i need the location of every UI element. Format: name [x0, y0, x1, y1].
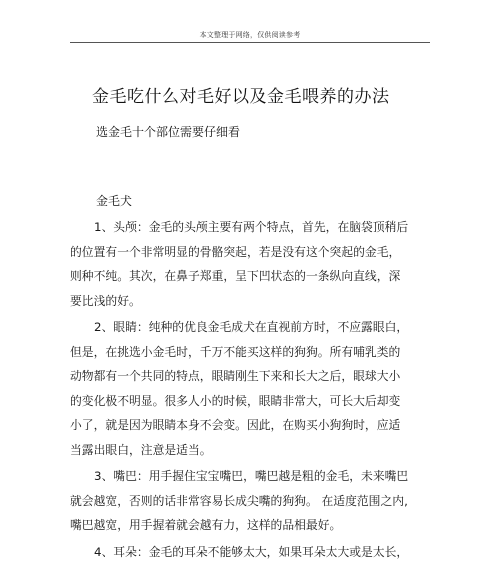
section-heading: 金毛犬: [96, 194, 133, 208]
paragraph-line: 就会越宽，否则的话非常容易长成尖嘴的狗狗。 在适度范围之内,: [70, 493, 408, 508]
document-subtitle: 选金毛十个部位需要仔细看: [96, 125, 241, 139]
paragraph-eyes: [70, 315, 430, 462]
paragraph-line: 当露出眼白，注意是适当。: [70, 442, 212, 457]
paragraph-ears: [70, 540, 430, 565]
paragraph-line: 的位置有一个非常明显的骨骼突起，若是没有这个突起的金毛，: [70, 244, 401, 259]
paragraph-line: 3、嘴巴：用手握住宝宝嘴巴，嘴巴越是粗的金毛，未来嘴巴: [94, 469, 409, 483]
paragraph-line: 动物都有一个共同的特点，眼睛刚生下来和长大之后，眼球大小: [70, 369, 401, 383]
paragraph-mouth: [70, 464, 430, 538]
paragraph-line: 的变化极不明显。很多人小的时候，眼睛非常大，可长大后却变: [70, 393, 401, 408]
paragraph-line: 1、头颅：金毛的头颅主要有两个特点，首先，在脑袋顶稍后: [94, 220, 409, 234]
document-body: [70, 215, 430, 566]
paragraph-head: [70, 215, 430, 313]
paragraph-line: 2、眼睛：纯种的优良金毛成犬在直视前方时，不应露眼白，: [94, 320, 409, 334]
paragraph-line: 但是，在挑选小金毛时，千万不能买这样的狗狗。所有哺乳类的: [70, 344, 401, 359]
paragraph-line: 则种不纯。其次，在鼻子郑重，呈下凹状态的一条纵向直线，深: [70, 269, 401, 283]
paragraph-line: 要比浅的好。: [70, 293, 141, 308]
paragraph-line: 4、耳朵：金毛的耳朵不能够太大，如果耳朵太大或是太长，: [94, 544, 409, 559]
paragraph-line: 嘴巴越宽，用手握着就会越有力，这样的品相最好。: [70, 518, 342, 532]
header-note: 本文整理于网络，仅供阅读参考: [199, 31, 301, 39]
header-divider: [70, 42, 430, 43]
paragraph-line: 小了，就是因为眼睛本身不会变。因此，在购买小狗狗时，应适: [70, 418, 401, 432]
document-title: 金毛吃什么对毛好以及金毛喂养的办法: [92, 87, 390, 107]
